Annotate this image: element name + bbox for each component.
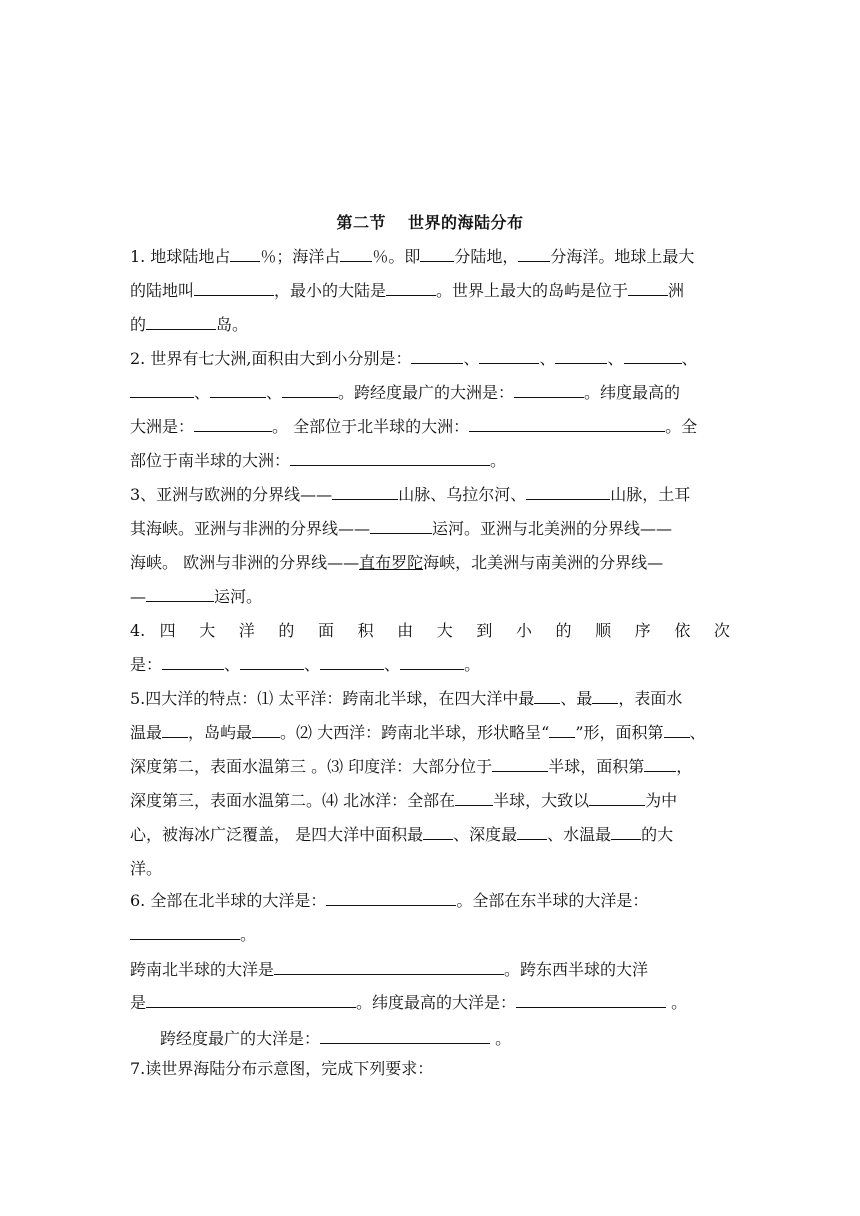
answer-blank[interactable] [146, 587, 214, 602]
strait-name-underlined: 直布罗陀 [359, 553, 424, 572]
answer-blank[interactable] [455, 791, 493, 806]
answer-blank[interactable] [420, 247, 454, 262]
question-4-line-2: 是： 、 、 、 。 [130, 655, 481, 674]
answer-blank[interactable] [274, 960, 504, 975]
question-1-line-3: 的 岛。 [130, 315, 249, 334]
question-6-line-3: 跨南北半球的大洋是 。跨东西半球的大洋 [130, 960, 649, 979]
question-5-line-1: 5.四大洋的特点：⑴ 太平洋：跨南北半球，在四大洋中最 、最 ，表面水 [130, 689, 683, 708]
answer-blank[interactable] [518, 247, 550, 262]
answer-blank[interactable] [411, 349, 463, 364]
answer-blank[interactable] [252, 723, 280, 738]
answer-blank[interactable] [592, 689, 618, 704]
answer-blank[interactable] [400, 655, 464, 670]
question-1-line-1: 1. 地球陆地占 ％；海洋占 ％。即 分陆地， 分海洋。地球上最大 [130, 247, 695, 266]
answer-blank[interactable] [210, 383, 266, 398]
answer-blank[interactable] [230, 247, 260, 262]
answer-blank[interactable] [628, 281, 668, 296]
answer-blank[interactable] [290, 451, 490, 466]
answer-blank[interactable] [194, 417, 272, 432]
answer-blank[interactable] [469, 417, 665, 432]
question-6-line-2: 。 [130, 925, 730, 945]
answer-blank[interactable] [320, 1029, 490, 1044]
question-7-line-1: 7.读世界海陆分布示意图，完成下列要求： [130, 1059, 434, 1078]
answer-blank[interactable] [534, 689, 560, 704]
question-3-line-2: 其海峡。亚洲与非洲的分界线—— 运河。亚洲与北美洲的分界线—— [130, 519, 673, 538]
question-2-line-1: 2. 世界有七大洲,面积由大到小分别是： 、 、 、 、 [130, 349, 698, 368]
section-title [0, 210, 860, 233]
answer-blank[interactable] [624, 349, 682, 364]
answer-blank[interactable] [130, 925, 240, 940]
answer-blank[interactable] [194, 281, 274, 296]
question-2-line-3: 大洲是： 。 全部位于北半球的大洲： 。全 [130, 417, 698, 436]
answer-blank[interactable] [589, 791, 645, 806]
answer-blank[interactable] [549, 723, 575, 738]
answer-blank[interactable] [370, 519, 432, 534]
question-6-line-1: 6. 全部在北半球的大洋是： 。全部在东半球的大洋是： [130, 891, 649, 910]
answer-blank[interactable] [492, 757, 548, 772]
answer-blank[interactable] [514, 383, 584, 398]
section-number: 第二节 [336, 213, 386, 232]
question-6-line-4: 是 。纬度最高的大洋是： 。 [130, 993, 688, 1012]
answer-blank[interactable] [146, 993, 356, 1008]
answer-blank[interactable] [517, 825, 547, 840]
question-3-line-4: — 运河。 [130, 587, 263, 606]
question-5-line-6: 洋。 [130, 859, 163, 878]
question-5-line-2: 温最 ，岛屿最 。⑵ 大西洋：跨南北半球，形状略呈“ ”形，面积第 、 [130, 723, 706, 742]
answer-blank[interactable] [479, 349, 539, 364]
question-3-line-1: 3、亚洲与欧洲的分界线—— 山脉、乌拉尔河、 山脉，土耳 [130, 485, 691, 504]
question-4-line-1: 4. 四 大 洋 的 面 积 由 大 到 小 的 顺 序 依 次 [130, 621, 730, 640]
answer-blank[interactable] [146, 315, 216, 330]
question-2-line-4: 部位于南半球的大洲： 。 [130, 451, 507, 470]
question-6-line-5: 跨经度最广的大洋是： 。 [160, 1029, 512, 1048]
answer-blank[interactable] [526, 485, 610, 500]
answer-blank[interactable] [423, 825, 453, 840]
answer-blank[interactable] [386, 281, 436, 296]
answer-blank[interactable] [162, 655, 224, 670]
answer-blank[interactable] [644, 757, 676, 772]
question-1-line-2: 的陆地叫 ，最小的大陆是 。世界上最大的岛屿是位于 洲 [130, 281, 685, 300]
answer-blank[interactable] [332, 485, 398, 500]
question-5-line-5: 心，被海冰广泛覆盖， 是四大洋中面积最 、深度最 、水温最 的大 [130, 825, 674, 844]
answer-blank[interactable] [162, 723, 188, 738]
question-5-line-3: 深度第二，表面水温第三 。⑶ 印度洋：大部分位于 半球，面积第 ， [130, 757, 693, 776]
answer-blank[interactable] [516, 993, 666, 1008]
question-5-line-4: 深度第三，表面水温第二。⑷ 北冰洋：全部在 半球，大致以 为中 [130, 791, 678, 810]
answer-blank[interactable] [320, 655, 384, 670]
answer-blank[interactable] [340, 247, 372, 262]
answer-blank[interactable] [282, 383, 338, 398]
answer-blank[interactable] [326, 891, 456, 906]
answer-blank[interactable] [130, 383, 194, 398]
section-name: 世界的海陆分布 [408, 213, 524, 232]
question-2-line-2: 、 、 。跨经度最广的大洲是： 。纬度最高的 [130, 383, 730, 403]
question-3-line-3: 海峡。 欧洲与非洲的分界线——直布罗陀海峡，北美洲与南美洲的分界线— [130, 553, 664, 572]
answer-blank[interactable] [611, 825, 641, 840]
answer-blank[interactable] [664, 723, 690, 738]
answer-blank[interactable] [240, 655, 304, 670]
answer-blank[interactable] [555, 349, 607, 364]
